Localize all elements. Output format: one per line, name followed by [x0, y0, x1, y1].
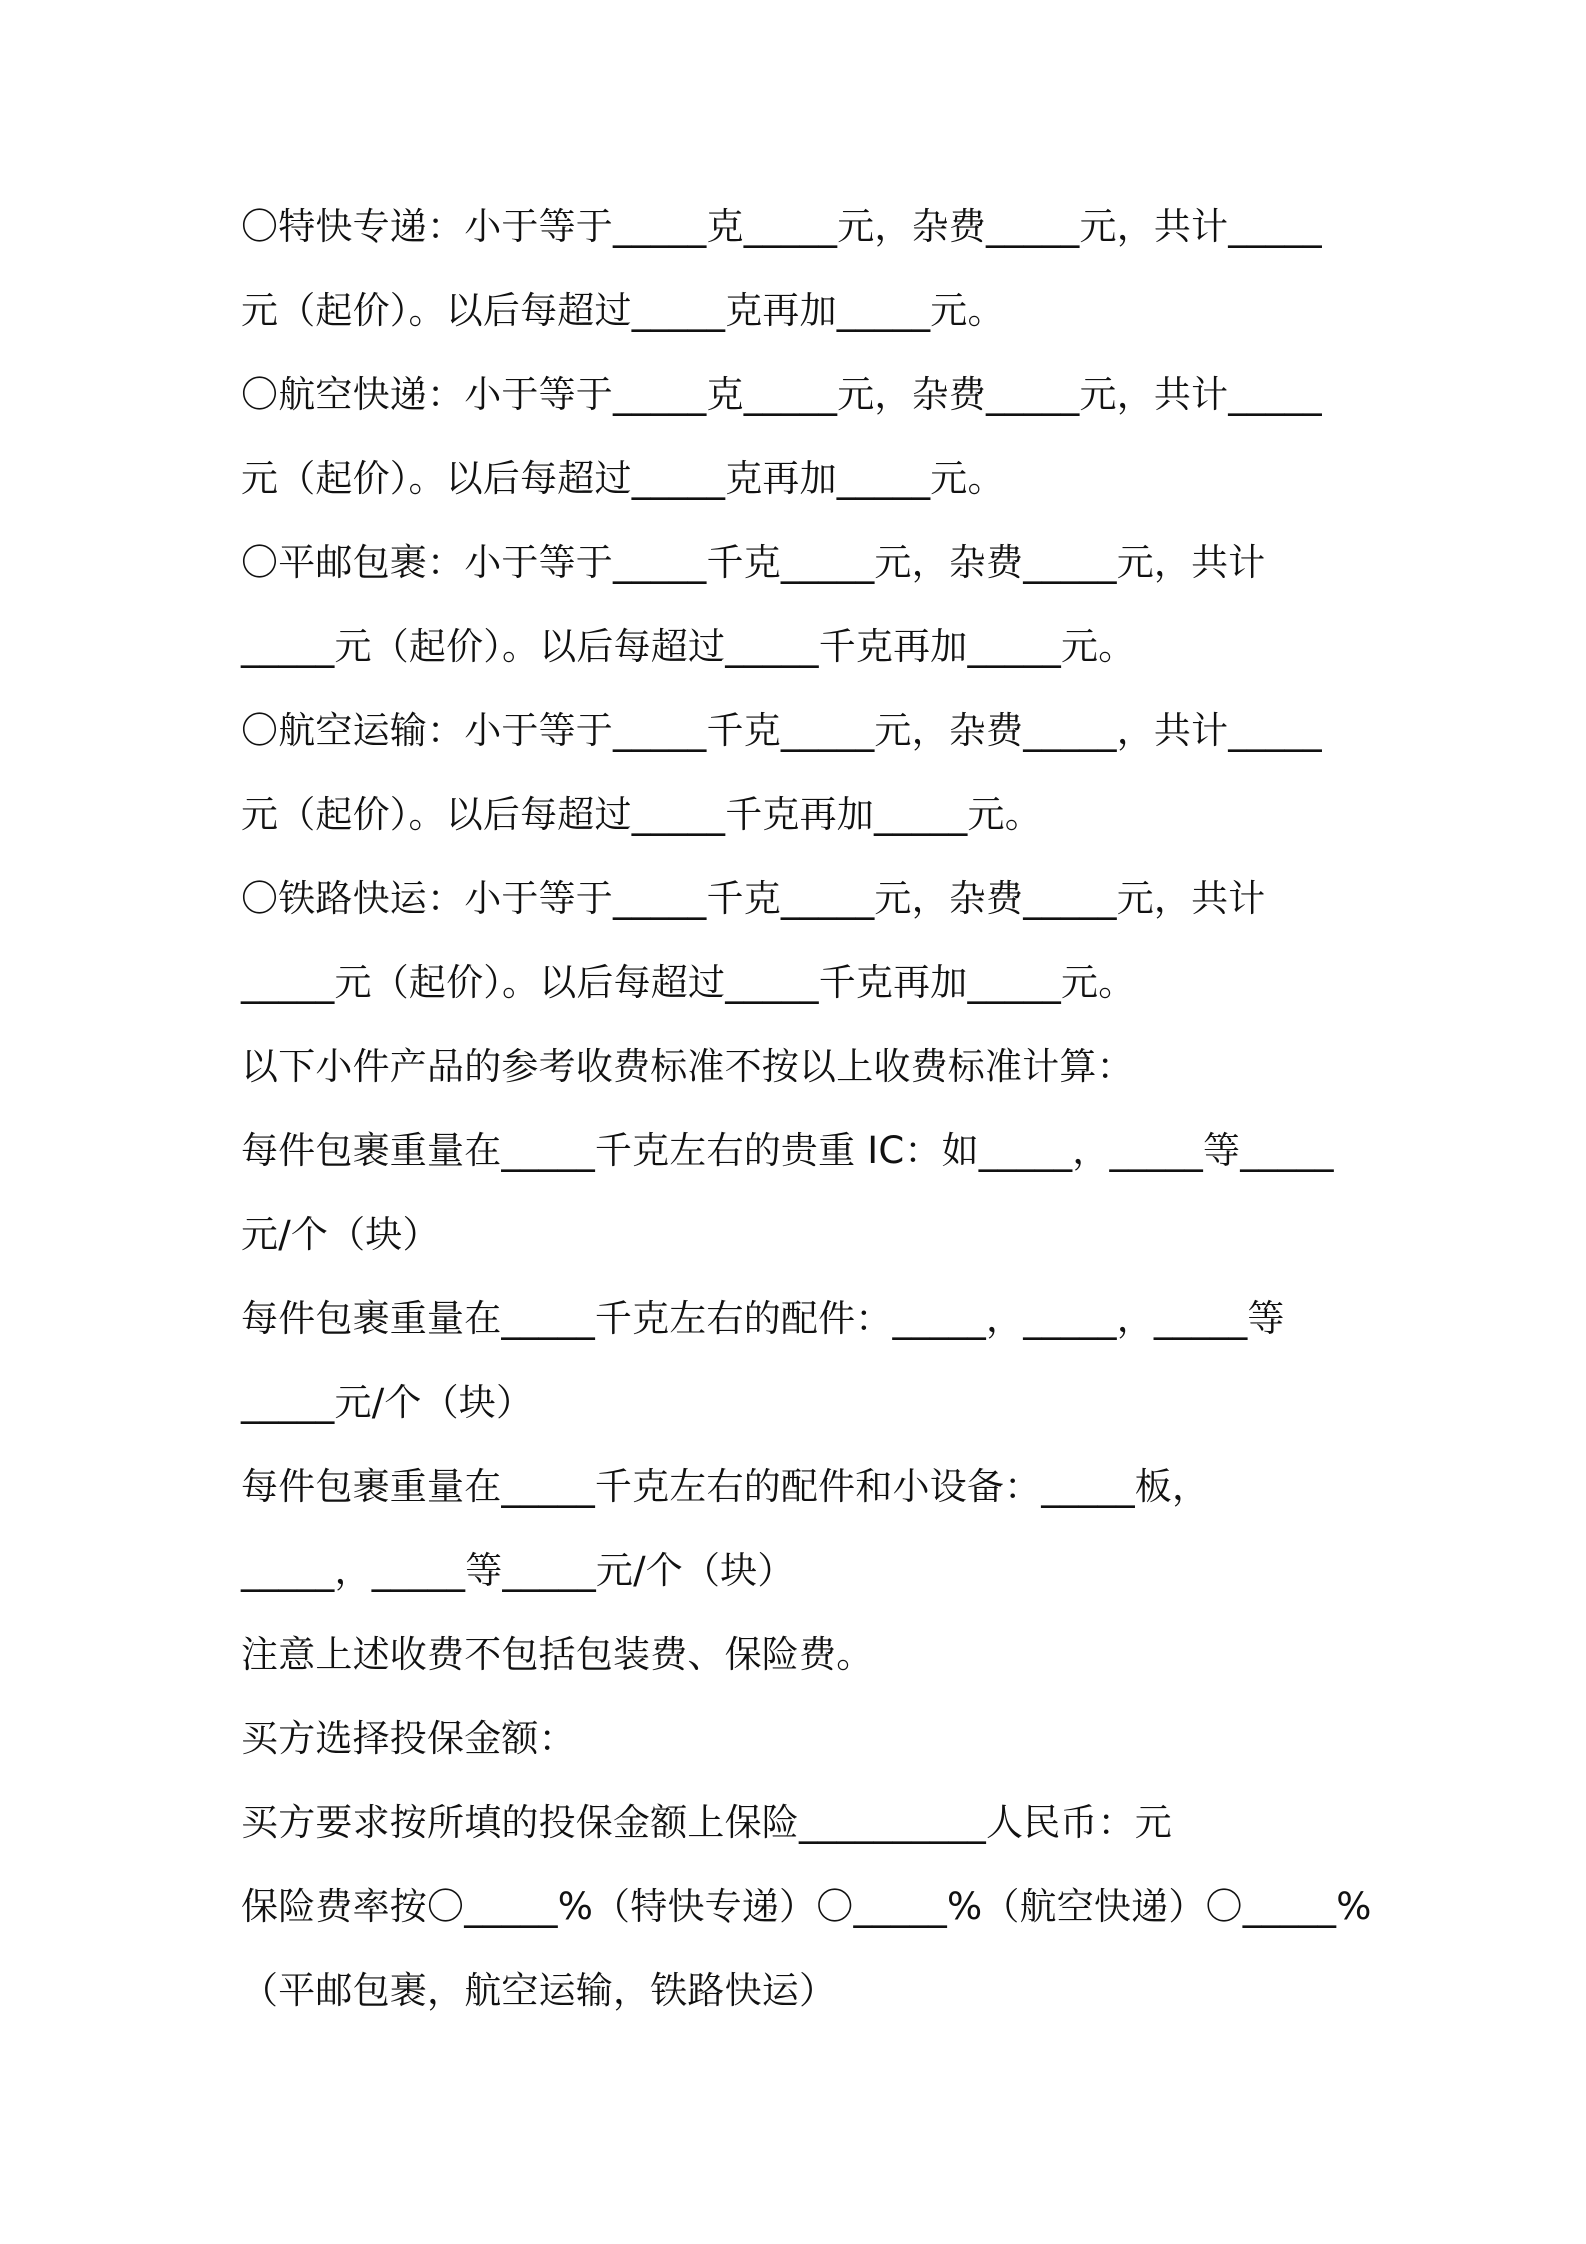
document-body	[241, 203, 1372, 2051]
air-freight-rate-line-2: 元（起价）。以后每超过_____千克再加_____元。	[241, 793, 1042, 836]
fee-note: 注意上述收费不包括包装费、保险费。	[241, 1633, 874, 1676]
small-items-heading: 以下小件产品的参考收费标准不按以上收费标准计算：	[241, 1045, 1134, 1088]
insurance-rate-line-1: 保险费率按〇_____%（特快专递）〇_____%（航空快递）〇_____%	[241, 1885, 1372, 1928]
insurance-amount-line: 买方要求按所填的投保金额上保险__________人民币：元	[241, 1801, 1172, 1844]
parts-devices-line-1: 每件包裹重量在_____千克左右的配件和小设备：_____板，	[241, 1465, 1210, 1508]
parts-line-2: _____元/个（块）	[241, 1381, 534, 1424]
valuable-ic-line-1: 每件包裹重量在_____千克左右的贵重 IC：如_____，_____等_____	[241, 1129, 1334, 1172]
parts-line-1: 每件包裹重量在_____千克左右的配件：_____，_____，_____等	[241, 1297, 1285, 1340]
parts-devices-line-2: _____，_____等_____元/个（块）	[241, 1549, 795, 1592]
surface-parcel-rate-line-1: 〇平邮包裹：小于等于_____千克_____元，杂费_____元，共计	[241, 541, 1266, 584]
rail-express-rate-line-1: 〇铁路快运：小于等于_____千克_____元，杂费_____元，共计	[241, 877, 1266, 920]
rail-express-rate-line-2: _____元（起价）。以后每超过_____千克再加_____元。	[241, 961, 1136, 1004]
express-rate-line-1: 〇特快专递：小于等于_____克_____元，杂费_____元，共计_____	[241, 205, 1322, 248]
insurance-amount-heading: 买方选择投保金额：	[241, 1717, 576, 1760]
air-express-rate-line-2: 元（起价）。以后每超过_____克再加_____元。	[241, 457, 1005, 500]
insurance-rate-line-2: （平邮包裹，航空运输，铁路快运）	[241, 1969, 837, 2012]
express-rate-line-2: 元（起价）。以后每超过_____克再加_____元。	[241, 289, 1005, 332]
air-express-rate-line-1: 〇航空快递：小于等于_____克_____元，杂费_____元，共计_____	[241, 373, 1322, 416]
surface-parcel-rate-line-2: _____元（起价）。以后每超过_____千克再加_____元。	[241, 625, 1136, 668]
valuable-ic-line-2: 元/个（块）	[241, 1213, 440, 1256]
air-freight-rate-line-1: 〇航空运输：小于等于_____千克_____元，杂费_____，共计_____	[241, 709, 1322, 752]
